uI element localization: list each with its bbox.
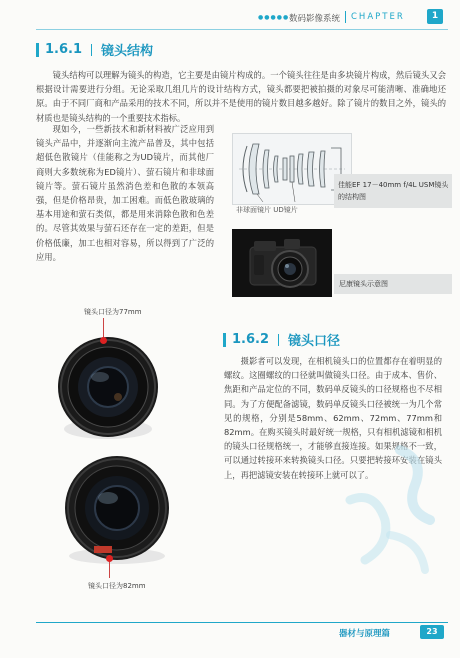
materials-paragraph: 现如今，一些新技术和新材料被广泛应用到镜头产品中，并逐渐向主流产品普及，其中包括超低色散镜片（佳能称之为UD镜片，而其他厂商则大多数统称为ED镜片）、萤石镜片和非球面镜片等。萤石镜片虽然消色差和色散的本领高强，但是价格昂贵，加工困难。而低色散玻璃的基本用途和萤石类似，都是用来消除色散和色差的。尽管其效果与萤石还存在一定的差距，但是价格低廉，加工也相对容易，所以得到了广泛的应用。	[36, 124, 214, 262]
heading-separator	[91, 44, 92, 56]
camera-caption: 尼康镜头示意图	[339, 280, 388, 288]
diagram-lens-labels: 非球面镜片 UD镜片	[236, 206, 298, 214]
diagram-caption: 佳能EF 17－40mm f/4L USM镜头的结构图	[338, 181, 449, 201]
section-title: 镜头结构	[101, 44, 154, 59]
header-chapter-badge: 1	[427, 9, 443, 24]
section-number: 1.6.2	[232, 332, 270, 347]
footer-rule	[36, 622, 448, 623]
heading-bar	[36, 43, 39, 57]
section-heading-lens-diameter	[223, 330, 340, 349]
lens-82mm-photo	[58, 456, 176, 566]
intro-paragraph: 镜头结构可以理解为镜头的构造，它主要是由镜片构成的。一个镜头往往是由多块镜片构成，然后镜头又会根据设计需要进行分组。无论采取几组几片的设计结构方式，镜头都要把被拍摄的对象尽可能清晰、准确地还原。由于不同厂商和产品采用的技术不同，所以并不是使用的镜片数目越多越好。除了镜片的数目之外，镜头的材质也是镜头结构的一个重要技术指标。	[36, 70, 446, 123]
header-rule	[36, 29, 448, 30]
diameter-paragraph: 摄影者可以发现，在相机镜头口的位置都存在着明显的螺纹。这圈螺纹的口径就叫做镜头口径。由于成本、售价、焦距和产品定位的不同，数码单反镜头的口径规格也不尽相同。为了方便配备滤镜，数码单反镜头口径被统一为几个常见的规格，分别是58mm、62mm、72mm、77mm和82mm。在购买镜头时最好统一规格，只有相机滤镜和相机的镜头口径规格统一，才能够直接连接。如果规格不一致，可以通过转接环来转换镜头口径。只要把转接环安装在镜头上，再把滤镜安装在转接环上就可以了。	[224, 356, 442, 480]
section-title: 镜头口径	[288, 334, 341, 349]
heading-separator	[278, 334, 279, 346]
header-dots: ●●●●●	[258, 14, 290, 21]
heading-bar	[223, 333, 226, 347]
camera-drawing	[232, 229, 332, 297]
watermark-calligraphy	[330, 440, 450, 590]
lens82-drawing	[58, 456, 176, 566]
page-number-badge: 23	[420, 625, 444, 639]
footer-part-title: 器材与原理篇	[339, 629, 391, 639]
lens77-leader-dot	[100, 337, 107, 344]
watermark-drawing	[330, 440, 450, 590]
nikon-camera-photo	[232, 229, 332, 297]
header-chapter-label: CHAPTER	[351, 12, 405, 22]
header-separator	[345, 11, 346, 23]
lens82-label: 镜头口径为82mm	[88, 582, 146, 590]
section-heading-lens-structure	[36, 40, 153, 59]
lens77-label: 镜头口径为77mm	[84, 308, 142, 316]
lens82-leader-dot	[106, 555, 113, 562]
header-book-title: 数码影像系统	[289, 14, 341, 24]
lens-77mm-photo	[48, 337, 168, 443]
section-number: 1.6.1	[45, 42, 83, 57]
lens77-drawing	[48, 337, 168, 443]
